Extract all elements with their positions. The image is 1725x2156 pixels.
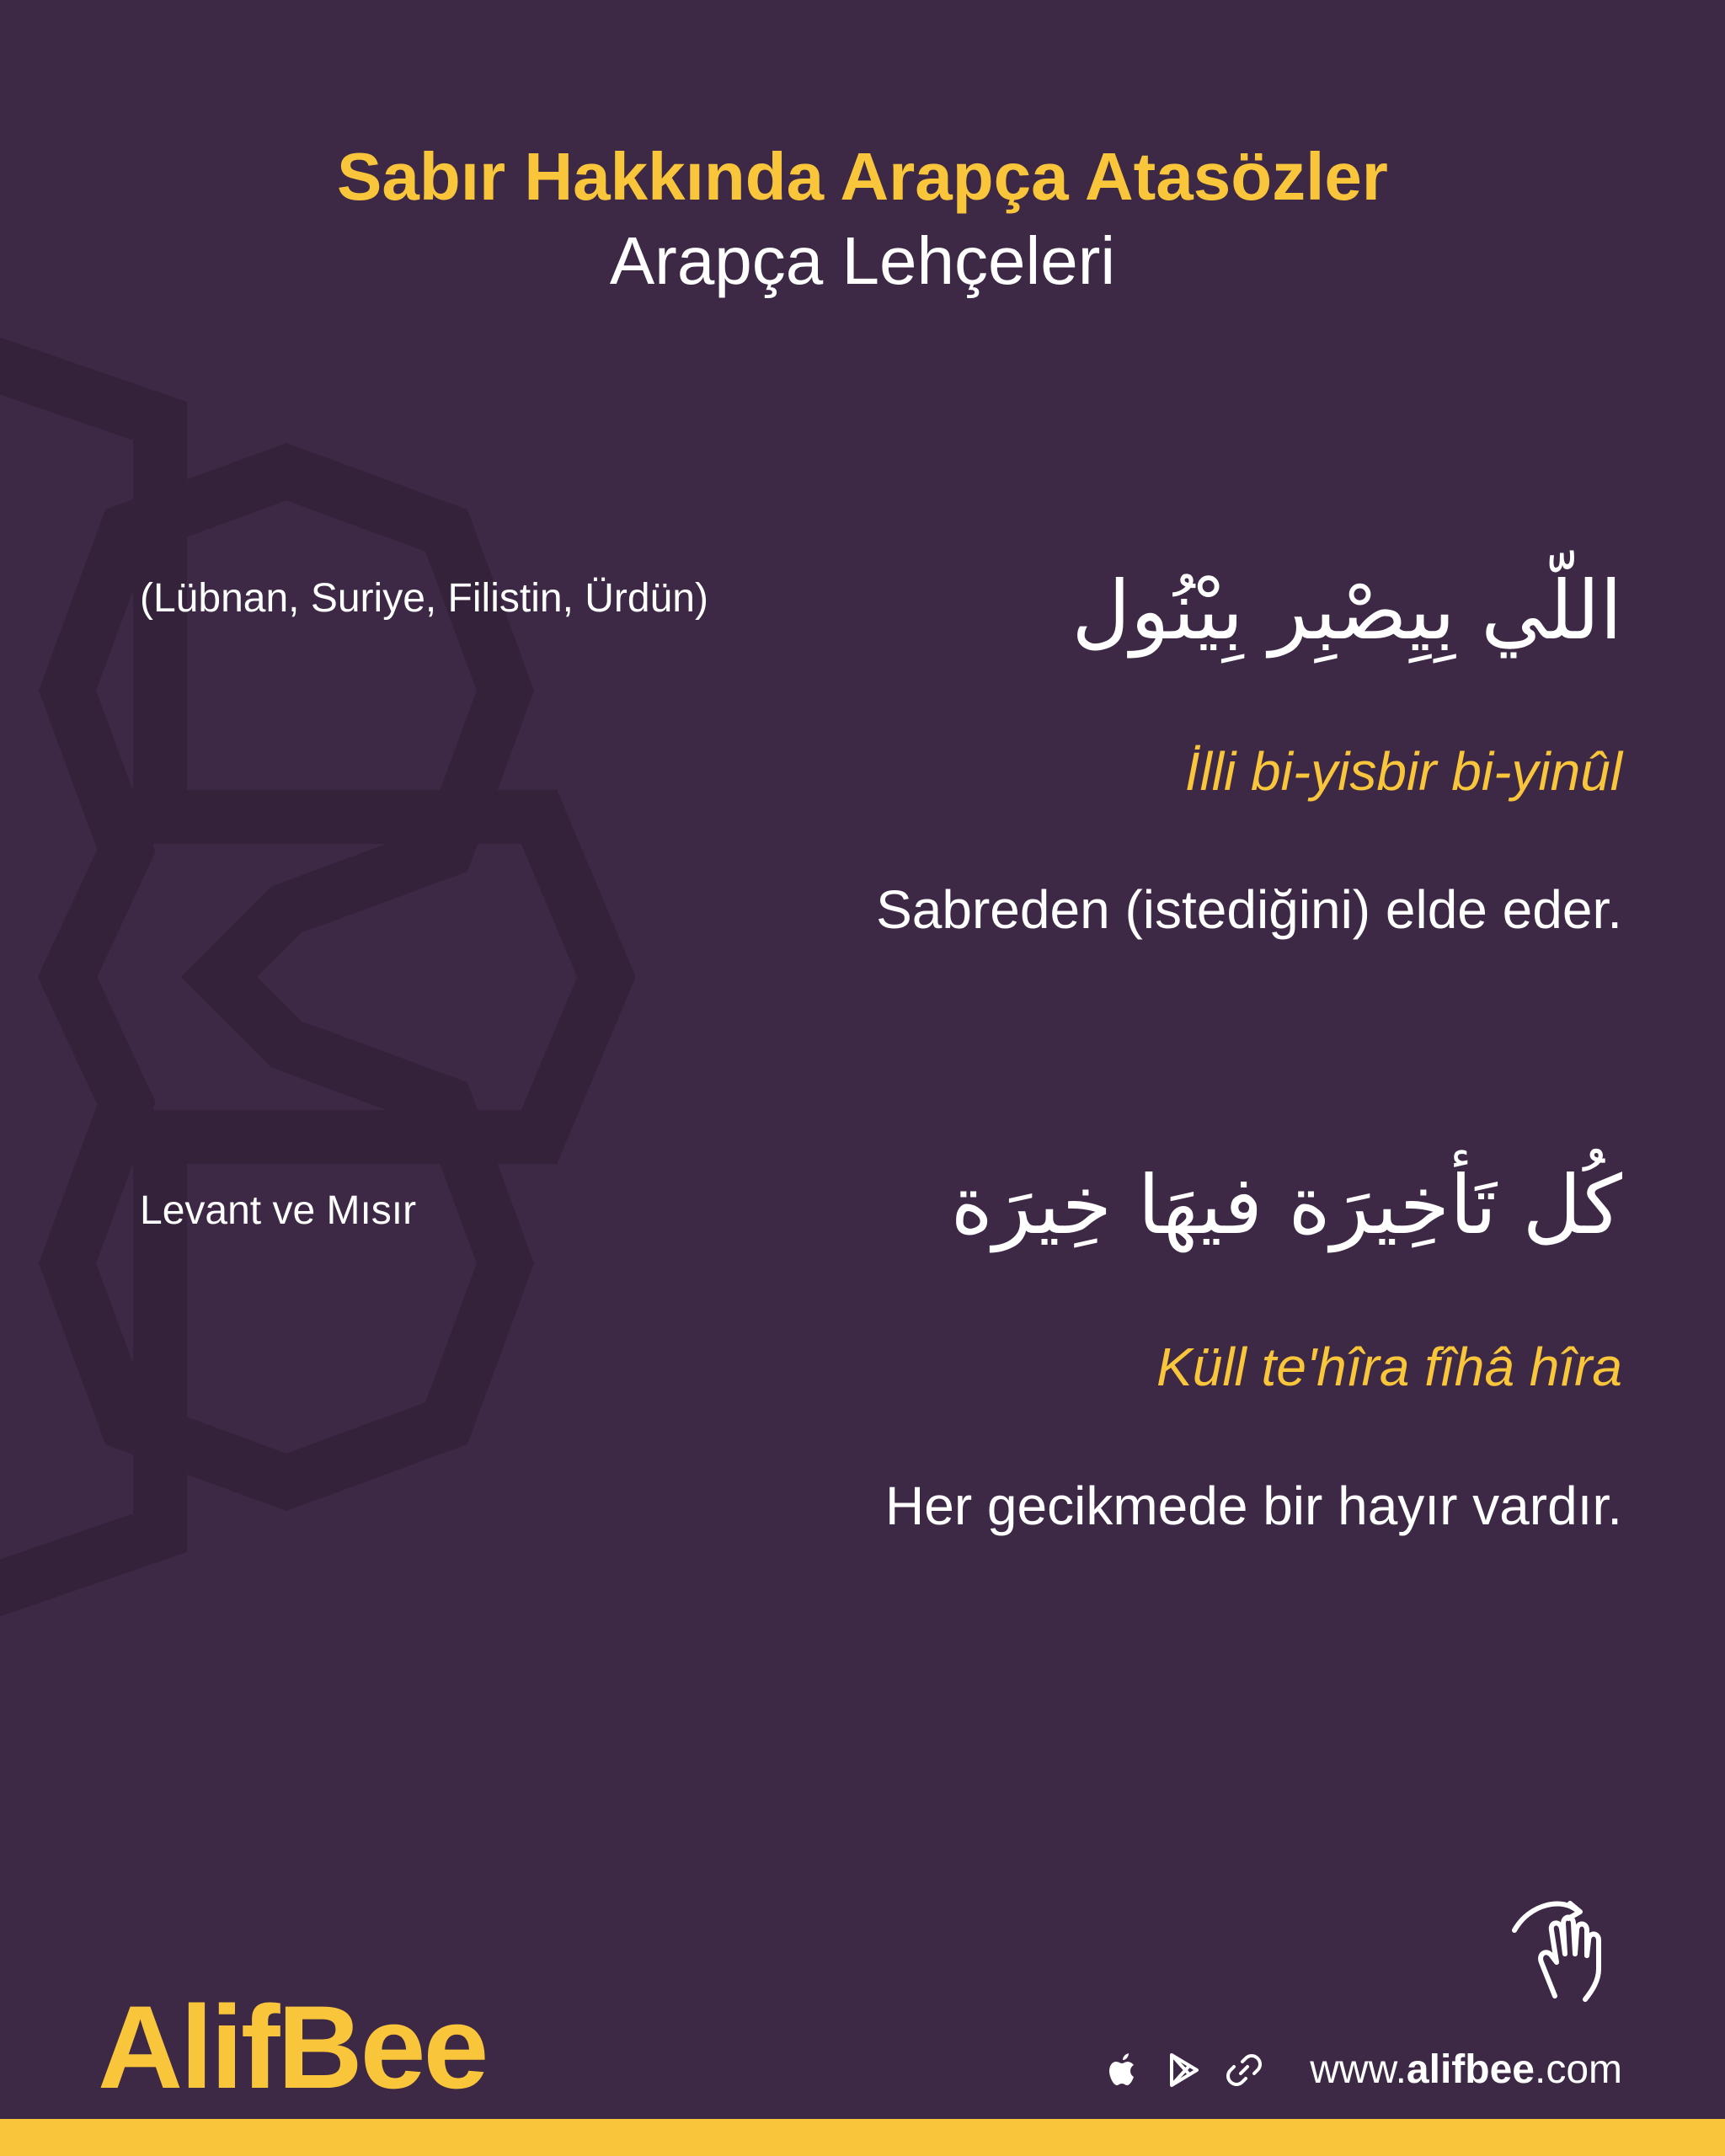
page-title: Sabır Hakkında Arapça Atasözler bbox=[337, 139, 1388, 214]
bottom-accent-bar bbox=[0, 2119, 1725, 2156]
proverb-2-transliteration: Küll te'hîra fîhâ hîra bbox=[1156, 1337, 1622, 1397]
proverb-2-meaning: Her gecikmede bir hayır vardır. bbox=[885, 1476, 1622, 1536]
proverb-2-region: Levant ve Mısır bbox=[140, 1188, 417, 1233]
alifbee-logo[interactable]: AlifBee bbox=[98, 1981, 487, 2113]
footer-links bbox=[1103, 2036, 1622, 2104]
website-suffix: .com bbox=[1534, 2047, 1622, 2092]
header bbox=[0, 135, 1725, 303]
play-store-icon[interactable] bbox=[1163, 2050, 1204, 2090]
website-prefix: www. bbox=[1310, 2047, 1407, 2092]
page-subtitle: Arapça Lehçeleri bbox=[609, 223, 1116, 298]
proverb-1-region: (Lübnan, Suriye, Filistin, Ürdün) bbox=[140, 576, 708, 621]
proverb-2-arabic: كُل تَأخِيرَة فيهَا خِيرَة bbox=[950, 1158, 1622, 1252]
proverb-1-meaning: Sabreden (istediğini) elde eder. bbox=[876, 879, 1622, 940]
website-link[interactable] bbox=[1310, 2036, 1622, 2104]
link-icon[interactable] bbox=[1224, 2050, 1264, 2090]
website-domain: alifbee bbox=[1406, 2047, 1535, 2092]
proverb-1-arabic: اللّي بِيِصْبِر بِيْنُول bbox=[1071, 563, 1622, 658]
proverb-1-transliteration: İlli bi-yisbir bi-yinûl bbox=[1184, 741, 1622, 802]
apple-icon[interactable] bbox=[1103, 2050, 1143, 2090]
tap-hand-icon bbox=[1504, 1878, 1631, 2004]
